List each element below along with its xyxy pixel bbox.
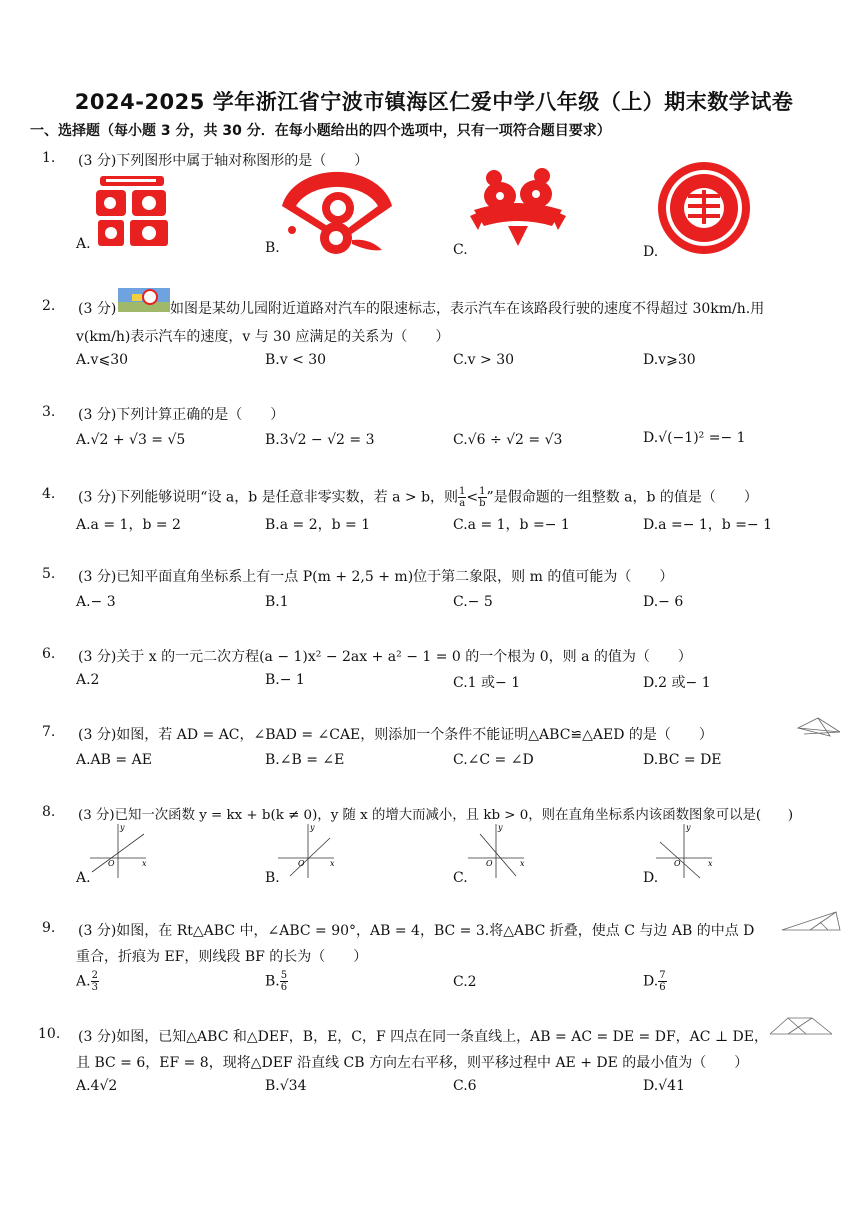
triangle-figure-q7 <box>796 714 842 738</box>
question-2-option-c: C.v > 30 <box>453 352 515 368</box>
question-1-option-d: D. <box>643 244 659 260</box>
papercut-fan-image <box>278 168 396 258</box>
graph-option-a <box>88 820 150 880</box>
fraction-denominator: b <box>479 498 486 509</box>
question-6-number: 6. <box>42 646 56 662</box>
fraction-numerator: 5 <box>280 970 288 981</box>
question-5-option-d: D.− 6 <box>643 594 684 610</box>
question-8-number: 8. <box>42 804 56 820</box>
question-5-number: 5. <box>42 566 56 582</box>
question-9-stem: (3 分)如图，在 Rt△ABC 中，∠ABC = 90°，AB = 4，BC = 3.将△ABC 折叠，使点 C 与边 AB 的中点 D <box>78 923 755 939</box>
y-axis-label: y <box>120 823 125 832</box>
graph-option-c <box>466 820 528 880</box>
question-9-number: 9. <box>42 920 56 936</box>
question-4-option-a: A.a = 1，b = 2 <box>76 517 181 533</box>
question-5-option-a: A.− 3 <box>76 594 116 610</box>
question-1-option-b: B. <box>265 240 280 256</box>
question-10-stem-line2: 且 BC = 6，EF = 8，现将△DEF 沿直线 CB 方向左右平移，则平移过程中 AE + DE 的最小值为（ ） <box>76 1055 749 1071</box>
question-4-stem-prefix: (3 分)下列能够说明“设 a，b 是任意非零实数，若 a > b，则 <box>78 489 459 506</box>
question-4-stem-suffix: ”是假命题的一组整数 a，b 的值是（ ） <box>486 489 758 506</box>
origin-label: O <box>108 859 115 868</box>
less-than-sign: < <box>466 489 479 506</box>
fraction-numerator: 2 <box>91 970 98 981</box>
question-8-option-c: C. <box>453 870 468 886</box>
graph-option-d <box>654 820 716 880</box>
fraction <box>91 970 99 993</box>
question-2-option-b: B.v < 30 <box>265 352 327 368</box>
question-5-option-c: C.− 5 <box>453 594 493 610</box>
fraction-numerator: 7 <box>659 970 666 981</box>
question-3-number: 3. <box>42 404 56 420</box>
question-1-option-a: A. <box>76 236 91 252</box>
question-9-option-c: C.2 <box>453 974 477 990</box>
question-9-stem-line2: 重合，折痕为 EF，则线段 BF 的长为（ ） <box>76 949 368 965</box>
question-2-option-a: A.v⩽30 <box>76 352 129 368</box>
fraction <box>280 970 288 993</box>
x-axis-label: x <box>330 859 335 868</box>
question-10-option-a: A.4√2 <box>76 1078 118 1094</box>
question-3-stem: (3 分)下列计算正确的是（ ） <box>78 407 285 423</box>
x-axis-label: x <box>708 859 713 868</box>
question-8-option-d: D. <box>643 870 659 886</box>
question-8-option-b: B. <box>265 870 280 886</box>
question-8-option-a: A. <box>76 870 91 886</box>
question-10-number: 10. <box>38 1026 61 1042</box>
speed-limit-sign-image <box>118 288 170 312</box>
question-1-option-c: C. <box>453 242 468 258</box>
question-1-number: 1. <box>42 150 56 166</box>
question-3-option-d: D.√(−1)² =− 1 <box>643 430 746 446</box>
question-4-option-b: B.a = 2，b = 1 <box>265 517 371 533</box>
y-axis-label: y <box>310 823 315 832</box>
question-4-option-d: D.a =− 1，b =− 1 <box>643 517 773 533</box>
question-3-option-a: A.√2 + √3 = √5 <box>76 432 186 448</box>
origin-label: O <box>486 859 493 868</box>
x-axis-label: x <box>520 859 525 868</box>
question-9-option-a <box>76 970 99 993</box>
question-2-stem: 如图是某幼儿园附近道路对汽车的限速标志，表示汽车在该路段行驶的速度不得超过 30km/h.用 <box>170 301 765 317</box>
question-6-option-c: C.1 或− 1 <box>453 675 521 691</box>
question-2-number: 2. <box>42 298 56 314</box>
question-6-option-a: A.2 <box>76 672 100 688</box>
fraction-denominator: 6 <box>659 982 666 993</box>
question-2-option-d: D.v⩾30 <box>643 352 696 368</box>
question-4-option-c: C.a = 1，b =− 1 <box>453 517 570 533</box>
graph-option-b <box>276 820 338 880</box>
triangles-figure-q10 <box>768 1014 834 1040</box>
question-6-stem: (3 分)关于 x 的一元二次方程(a − 1)x² − 2ax + a² − 1 = 0 的一个根为 0，则 a 的值为（ ） <box>78 649 692 665</box>
question-7-option-d: D.BC = DE <box>643 752 722 768</box>
question-8-stem: (3 分)已知一次函数 y = kx + b(k ≠ 0)，y 随 x 的增大而减小，且 kb > 0，则在直角坐标系内该函数图象可以是( ) <box>78 808 794 823</box>
question-10-option-d: D.√41 <box>643 1078 685 1094</box>
papercut-birds-image <box>468 166 568 250</box>
question-5-option-b: B.1 <box>265 594 289 610</box>
question-3-option-c: C.√6 ÷ √2 = √3 <box>453 432 563 448</box>
option-label: B. <box>265 973 280 990</box>
question-6-option-d: D.2 或− 1 <box>643 675 711 691</box>
question-5-stem: (3 分)已知平面直角坐标系上有一点 P(m + 2,5 + m)位于第二象限，则 m 的值可能为（ ） <box>78 569 674 585</box>
question-7-stem: (3 分)如图，若 AD = AC，∠BAD = ∠CAE，则添加一个条件不能证明△ABC≌△AED 的是（ ） <box>78 727 713 743</box>
question-2-stem-prefix: (3 分) <box>78 301 117 317</box>
question-4-number: 4. <box>42 486 56 502</box>
origin-label: O <box>674 859 681 868</box>
triangle-figure-q9 <box>780 908 842 934</box>
question-10-option-c: C.6 <box>453 1078 477 1094</box>
fraction-numerator: 1 <box>479 486 486 497</box>
question-10-stem: (3 分)如图，已知△ABC 和△DEF，B，E，C，F 四点在同一条直线上，AB = AC = DE = DF，AC ⊥ DE， <box>78 1029 769 1045</box>
section-heading: 一、选择题（每小题 3 分，共 30 分．在每小题给出的四个选项中，只有一项符合题目要求） <box>30 123 611 139</box>
papercut-double-happiness-image <box>656 160 752 256</box>
fraction-denominator: 6 <box>280 982 288 993</box>
page-title: 2024-2025 学年浙江省宁波市镇海区仁爱中学八年级（上）期末数学试卷 <box>74 90 794 114</box>
fraction <box>478 486 486 509</box>
origin-label: O <box>298 859 305 868</box>
question-7-option-a: A.AB = AE <box>76 752 152 768</box>
option-label: A. <box>76 973 91 990</box>
fraction-numerator: 1 <box>459 486 466 497</box>
fraction <box>658 970 666 993</box>
option-label: D. <box>643 973 659 990</box>
question-2-stem-line2: v(km/h)表示汽车的速度，v 与 30 应满足的关系为（ ） <box>76 329 450 345</box>
fraction-denominator: 3 <box>91 982 98 993</box>
question-7-number: 7. <box>42 724 56 740</box>
fraction-denominator: a <box>459 498 466 509</box>
question-9-option-b <box>265 970 288 993</box>
y-axis-label: y <box>498 823 503 832</box>
question-10-option-b: B.√34 <box>265 1078 307 1094</box>
x-axis-label: x <box>142 859 147 868</box>
question-4-stem <box>78 486 758 509</box>
question-1-stem: (3 分)下列图形中属于轴对称图形的是（ ） <box>78 153 369 169</box>
question-7-option-c: C.∠C = ∠D <box>453 752 534 768</box>
question-6-option-b: B.− 1 <box>265 672 305 688</box>
y-axis-label: y <box>686 823 691 832</box>
papercut-fu-image <box>92 170 172 250</box>
question-3-option-b: B.3√2 − √2 = 3 <box>265 432 375 448</box>
question-7-option-b: B.∠B = ∠E <box>265 752 345 768</box>
question-9-option-d <box>643 970 667 993</box>
